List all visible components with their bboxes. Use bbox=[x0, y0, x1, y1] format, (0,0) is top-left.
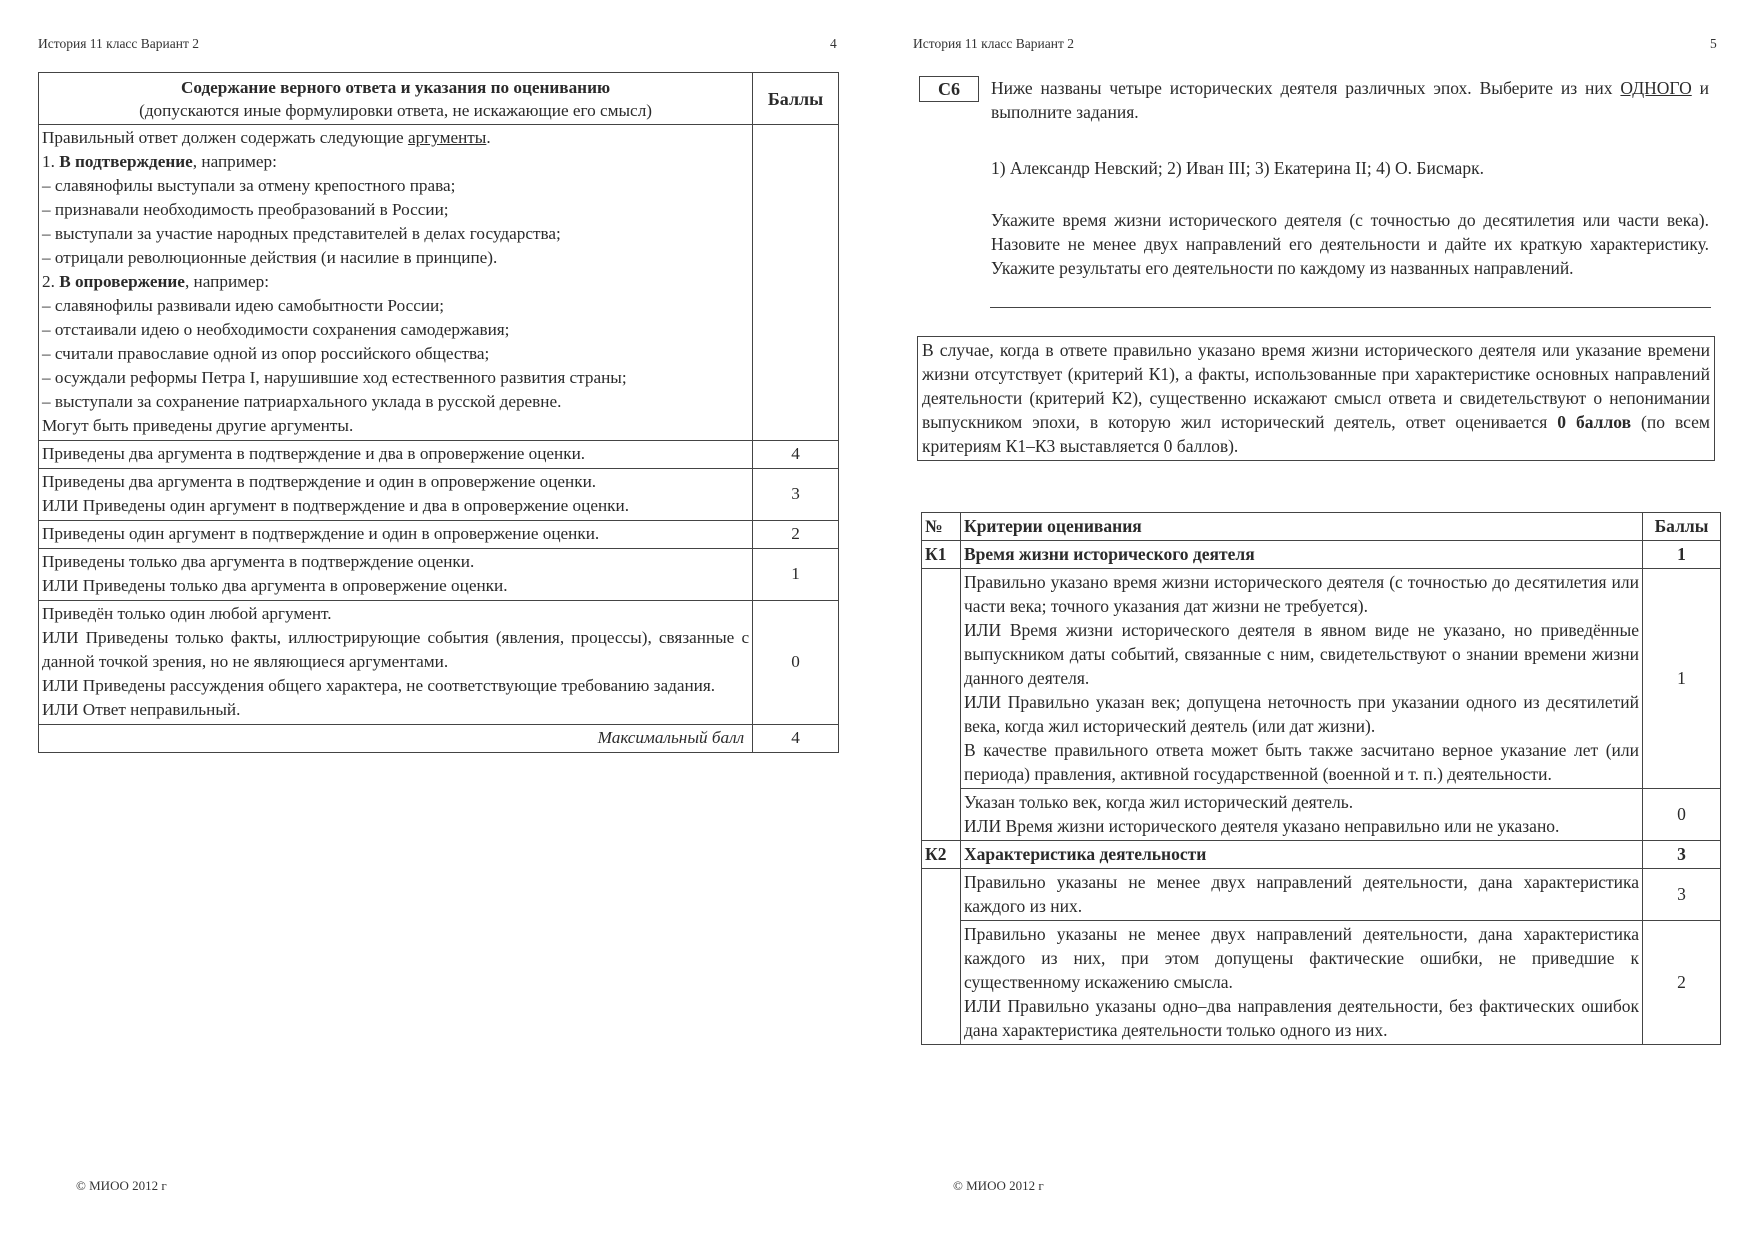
confirm-heading: 1. В подтверждение, например: bbox=[42, 152, 277, 171]
k1-row bbox=[922, 541, 1721, 569]
max-score-value: 4 bbox=[753, 725, 839, 753]
header-points: Баллы bbox=[753, 73, 839, 125]
row-points: 3 bbox=[753, 469, 839, 521]
list-item: – отрицали революционные действия (и насилие в принципе). bbox=[42, 248, 498, 267]
k2-r2-cell bbox=[961, 921, 1643, 1045]
row-text-cell bbox=[39, 601, 753, 725]
task-intro: Ниже названы четыре исторических деятеля различных эпох. Выберите из них ОДНОГО и выполните задания. bbox=[991, 78, 1709, 122]
left-header-title: История 11 класс Вариант 2 bbox=[38, 36, 200, 51]
list-item: – признавали необходимость преобразований в России; bbox=[42, 200, 449, 219]
row-points: 3 bbox=[1643, 869, 1721, 921]
row-text: Приведены один аргумент в подтверждение и один в опровержение оценки. bbox=[39, 521, 753, 549]
list-item: – выступали за участие народных представителей в делах государства; bbox=[42, 224, 561, 243]
scoring-note: В случае, когда в ответе правильно указано время жизни исторического деятеля или указание времени жизни отсутствует (критерий К1), а факты, использованные при характеристике основных направлений деятельности (критерий К2), существенно искажают смысл ответа и свидетельствуют о непонимании выпускником эпохи, в которую жил исторический деятель, ответ оценивается 0 баллов (по всем критериям К1–К3 выставляется 0 баллов). bbox=[917, 336, 1715, 461]
table-row bbox=[922, 569, 1721, 789]
k1-r2-cell bbox=[961, 789, 1643, 841]
content-cell bbox=[39, 125, 753, 441]
header-main: Содержание верного ответа и указания по оцениванию bbox=[180, 78, 611, 97]
table-row bbox=[39, 601, 839, 725]
right-footer: © МИОО 2012 г bbox=[953, 1178, 1044, 1193]
content-intro: Правильный ответ должен содержать следующие аргументы. bbox=[42, 128, 491, 147]
header-main-cell bbox=[39, 73, 753, 125]
k1-r1-cell bbox=[961, 569, 1643, 789]
row-points: 1 bbox=[1643, 569, 1721, 789]
row-text-alt: ИЛИ Приведены только факты, иллюстрирующие события (явления, процессы), связанные с данной точкой зрения, но не являющиеся аргументами. bbox=[42, 628, 750, 671]
row-text-alt: ИЛИ Приведены один аргумент в подтверждение и два в опровержение оценки. bbox=[42, 496, 630, 515]
refute-heading: 2. В опровержение, например: bbox=[42, 272, 270, 291]
table-row bbox=[922, 869, 1721, 921]
col-criteria-header: Критерии оценивания bbox=[961, 513, 1643, 541]
row-points: 1 bbox=[753, 549, 839, 601]
row-text: Приведены два аргумента в подтверждение и два в опровержение оценки. bbox=[39, 441, 753, 469]
row-text-alt: ИЛИ Ответ неправильный. bbox=[42, 700, 241, 719]
row-text-alt: ИЛИ Приведены только два аргумента в опровержение оценки. bbox=[42, 576, 508, 595]
list-item: – считали православие одной из опор российского общества; bbox=[42, 344, 490, 363]
answer-criteria-table bbox=[38, 72, 839, 753]
task-divider bbox=[990, 307, 1711, 308]
left-page-number: 4 bbox=[830, 36, 837, 51]
criteria-text: ИЛИ Время жизни исторического деятеля указано неправильно или не указано. bbox=[964, 816, 1560, 836]
k2-title: Характеристика деятельности bbox=[961, 841, 1643, 869]
row-points: 2 bbox=[753, 521, 839, 549]
col-points-header: Баллы bbox=[1643, 513, 1721, 541]
table-row bbox=[39, 441, 839, 469]
right-header-title: История 11 класс Вариант 2 bbox=[913, 36, 1075, 51]
row-points: 4 bbox=[753, 441, 839, 469]
criteria-text: Правильно указаны не менее двух направлений деятельности, дана характеристика каждого из них. bbox=[961, 869, 1643, 921]
table-row bbox=[39, 469, 839, 521]
criteria-table bbox=[921, 512, 1721, 1045]
list-item: – осуждали реформы Петра I, нарушившие ход естественного развития страны; bbox=[42, 368, 627, 387]
k2-row bbox=[922, 841, 1721, 869]
row-text-alt: ИЛИ Приведены рассуждения общего характера, не соответствующие требованию задания. bbox=[42, 676, 716, 695]
list-item: – славянофилы выступали за отмену крепостного права; bbox=[42, 176, 456, 195]
criteria-text: Правильно указано время жизни исторического деятеля (с точностью до десятилетия или части века; точного указания дат жизни не требуется). bbox=[964, 572, 1639, 616]
content-outro: Могут быть приведены другие аргументы. bbox=[42, 416, 354, 435]
k2-no: К2 bbox=[922, 841, 961, 869]
max-score-row bbox=[39, 725, 839, 753]
row-text: Приведён только один любой аргумент. bbox=[42, 604, 332, 623]
row-points: 0 bbox=[1643, 789, 1721, 841]
task-list: 1) Александр Невский; 2) Иван III; 3) Екатерина II; 4) О. Бисмарк. bbox=[991, 158, 1484, 178]
criteria-text: ИЛИ Правильно указан век; допущена неточность при указании одного из десятилетий века, когда жил исторический деятель (или дат жизни). bbox=[964, 692, 1639, 736]
list-item: – выступали за сохранение патриархального уклада в русской деревне. bbox=[42, 392, 562, 411]
row-text: Приведены два аргумента в подтверждение и один в опровержение оценки. bbox=[42, 472, 597, 491]
content-row bbox=[39, 125, 839, 441]
k2-max: 3 bbox=[1643, 841, 1721, 869]
max-score-label: Максимальный балл bbox=[39, 725, 753, 753]
criteria-text: В качестве правильного ответа может быть также засчитано верное указание лет (или периода) правления, активной государственной (военной и т. п.) деятельности. bbox=[964, 740, 1639, 784]
row-text-cell bbox=[39, 469, 753, 521]
table-row bbox=[922, 789, 1721, 841]
k1-no: К1 bbox=[922, 541, 961, 569]
right-page bbox=[877, 0, 1754, 1239]
task-text: Укажите время жизни исторического деятеля (с точностью до десятилетия или части века). Назовите не менее двух направлений его деятельности и дайте их краткую характеристику. Укажите результаты его деятельности по каждому из названных направлений. bbox=[991, 210, 1709, 278]
criteria-text: ИЛИ Время жизни исторического деятеля в явном виде не указано, но приведённые выпускником даты событий, связанные с ним, свидетельствуют о знании времени жизни данного деятеля. bbox=[964, 620, 1639, 688]
table-row bbox=[39, 549, 839, 601]
row-points: 2 bbox=[1643, 921, 1721, 1045]
k1-title: Время жизни исторического деятеля bbox=[961, 541, 1643, 569]
table-row bbox=[922, 921, 1721, 1045]
row-text: Приведены только два аргумента в подтверждение оценки. bbox=[42, 552, 475, 571]
criteria-text: ИЛИ Правильно указаны одно–два направления деятельности, без фактических ошибок дана характеристика деятельности только одного из них. bbox=[964, 996, 1639, 1040]
row-points: 0 bbox=[753, 601, 839, 725]
task-label: С6 bbox=[919, 76, 979, 102]
criteria-text: Правильно указаны не менее двух направлений деятельности, дана характеристика каждого из них, при этом допущены фактические ошибки, не приведшие к существенному искажению смысла. bbox=[964, 924, 1639, 992]
right-page-number: 5 bbox=[1710, 36, 1717, 51]
list-item: – отстаивали идею о необходимости сохранения самодержавия; bbox=[42, 320, 510, 339]
content-points-cell bbox=[753, 125, 839, 441]
k1-max: 1 bbox=[1643, 541, 1721, 569]
table-header-row bbox=[39, 73, 839, 125]
row-text-cell bbox=[39, 549, 753, 601]
criteria-text: Указан только век, когда жил исторический деятель. bbox=[964, 792, 1354, 812]
col-no-header: № bbox=[922, 513, 961, 541]
table-row bbox=[39, 521, 839, 549]
header-sub: (допускаются иные формулировки ответа, не искажающие его смысл) bbox=[139, 101, 652, 120]
left-footer: © МИОО 2012 г bbox=[76, 1178, 167, 1193]
criteria-header-row bbox=[922, 513, 1721, 541]
list-item: – славянофилы развивали идею самобытности России; bbox=[42, 296, 445, 315]
